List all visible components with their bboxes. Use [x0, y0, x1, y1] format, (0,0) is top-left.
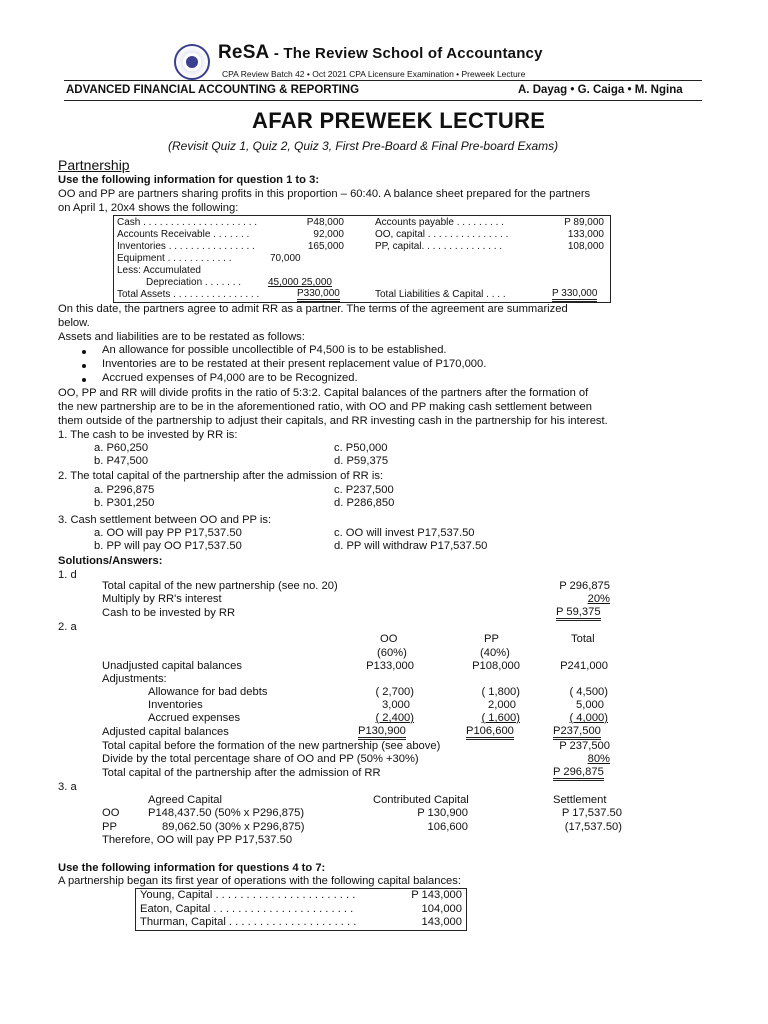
- q3-choice-c: c. OO will invest P17,537.50: [334, 527, 475, 539]
- q1-3-bullet-3: Accrued expenses of P4,000 are to be Recognized.: [102, 372, 358, 384]
- oo-agreed: P148,437.50 (50% x P296,875): [148, 807, 305, 819]
- bs-total-assets-label: Total Assets . . . . . . . . . . . . . . . .: [117, 289, 260, 300]
- q1-3-bullet-1: An allowance for possible uncollectible of P4,500 is to be established.: [102, 344, 447, 356]
- head-agreed: Agreed Capital: [148, 794, 223, 806]
- row-accrued-total: ( 4,000): [569, 712, 608, 724]
- q2-choice-a: a. P296,875: [94, 484, 155, 496]
- q1-3-para-2: below.: [58, 317, 90, 329]
- q1-3-para-3: Assets and liabilities are to be restated as follows:: [58, 331, 305, 343]
- row-adjusted: Adjusted capital balances: [102, 726, 229, 738]
- q3-choice-d: d. PP will withdraw P17,537.50: [334, 540, 488, 552]
- s1-line-1: Total capital of the new partnership (see no. 20): [102, 580, 338, 592]
- question-1: 1. The cash to be invested by RR is:: [58, 429, 238, 441]
- row-total-before-value: P 237,500: [559, 740, 610, 752]
- row-divide-value: 80%: [587, 753, 610, 765]
- bs-depreciation-label: Depreciation . . . . . . .: [146, 277, 242, 288]
- question-2: 2. The total capital of the partnership after the admission of RR is:: [58, 470, 384, 482]
- bs-depreciation-value: 45,000 25,000: [268, 277, 332, 288]
- s1-value-1: P 296,875: [559, 580, 610, 592]
- bs-total-assets-value: P330,000: [297, 289, 340, 302]
- capital-row-value: P 143,000: [411, 889, 462, 901]
- oo-name: OO: [102, 807, 120, 819]
- row-total-after: Total capital of the partnership after the admission of RR: [102, 767, 381, 779]
- q1-3-bullet-2: Inventories are to be restated at their present replacement value of P170,000.: [102, 358, 487, 370]
- capital-row-value: 104,000: [421, 903, 462, 915]
- head-contributed: Contributed Capital: [373, 794, 469, 806]
- therefore-line: Therefore, OO will pay PP P17,537.50: [102, 834, 293, 846]
- pp-agreed: 89,062.50 (30% x P296,875): [162, 821, 305, 833]
- bullet-icon: [82, 364, 86, 368]
- bullet-icon: [82, 378, 86, 382]
- bs-inventories-value: 165,000: [307, 241, 344, 252]
- row-divide: Divide by the total percentage share of OO and PP (50% +30%): [102, 753, 419, 765]
- bs-ap-value: P 89,000: [564, 217, 604, 228]
- s1-value-3: P 59,375: [556, 607, 601, 621]
- row-adjustments: Adjustments:: [102, 673, 167, 685]
- row-bad-debts: Allowance for bad debts: [148, 686, 268, 698]
- pp-contributed: 106,600: [427, 821, 468, 833]
- s1-line-2: Multiply by RR's interest: [102, 593, 222, 605]
- row-adjusted-total: P237,500: [553, 726, 601, 740]
- brand-subline: CPA Review Batch 42 • Oct 2021 CPA Licensure Examination • Preweek Lecture: [222, 69, 526, 79]
- section-heading: Partnership: [58, 157, 130, 173]
- brand-full-name: - The Review School of Accountancy: [269, 45, 543, 62]
- oo-contributed: P 130,900: [417, 807, 468, 819]
- row-bad-debts-oo: ( 2,700): [375, 686, 414, 698]
- capital-row-value: 143,000: [421, 916, 462, 928]
- q1-choice-d: d. P59,375: [334, 455, 389, 467]
- q1-3-para-4: OO, PP and RR will divide profits in the ratio of 5:3:2. Capital balances of the partners after the formation of: [58, 387, 589, 399]
- row-adjusted-oo: P130,900: [358, 726, 406, 740]
- row-accrued-oo: ( 2,400): [375, 712, 414, 724]
- bs-cash-value: P48,000: [306, 217, 344, 228]
- row-unadjusted-oo: P133,000: [366, 660, 414, 672]
- solutions-heading: Solutions/Answers:: [58, 555, 163, 567]
- bs-ar-label: Accounts Receivable . . . . . . .: [117, 229, 250, 240]
- answer-1: 1. d: [58, 569, 77, 581]
- bs-total-liab-value: P 330,000: [552, 289, 597, 302]
- subject-label: ADVANCED FINANCIAL ACCOUNTING & REPORTING: [66, 84, 360, 96]
- row-inventories-oo: 3,000: [382, 699, 410, 711]
- answer-3: 3. a: [58, 781, 77, 793]
- row-unadjusted: Unadjusted capital balances: [102, 660, 242, 672]
- page-subtitle: (Revisit Quiz 1, Quiz 2, Quiz 3, First Pre-Board & Final Pre-board Exams): [168, 139, 559, 153]
- head-settlement: Settlement: [553, 794, 607, 806]
- brand-resa: ReSA: [218, 42, 270, 63]
- pp-name: PP: [102, 821, 117, 833]
- bs-pp-capital-label: PP, capital. . . . . . . . . . . . . . .: [375, 241, 503, 252]
- row-accrued-pp: ( 1,600): [481, 712, 520, 724]
- s1-line-3: Cash to be invested by RR: [102, 607, 236, 619]
- bs-ar-value: 92,000: [313, 229, 344, 240]
- q1-3-intro-2: on April 1, 20x4 shows the following:: [58, 202, 239, 214]
- capital-row-label: Young, Capital . . . . . . . . . . . . . . . . . . . . . . .: [140, 889, 356, 901]
- q1-3-para-6: them outside of the partnership to adjust their capitals, and RR investing cash in the partnership for his interest.: [58, 415, 608, 427]
- q3-choice-a: a. OO will pay PP P17,537.50: [94, 527, 242, 539]
- q3-choice-b: b. PP will pay OO P17,537.50: [94, 540, 242, 552]
- bs-inventories-label: Inventories . . . . . . . . . . . . . . . .: [117, 241, 255, 252]
- row-inventories-pp: 2,000: [488, 699, 516, 711]
- row-unadjusted-total: P241,000: [560, 660, 608, 672]
- answer-2: 2. a: [58, 621, 77, 633]
- bs-ap-label: Accounts payable . . . . . . . . .: [375, 217, 504, 228]
- row-accrued: Accrued expenses: [148, 712, 241, 724]
- q1-3-para-1: On this date, the partners agree to admit RR as a partner. The terms of the agreement are summarized: [58, 303, 568, 315]
- q1-3-heading: Use the following information for question 1 to 3:: [58, 174, 320, 186]
- row-inventories-total: 5,000: [576, 699, 604, 711]
- pp-settlement: (17,537.50): [564, 821, 622, 833]
- row-adjusted-pp: P106,600: [466, 726, 514, 740]
- q2-choice-b: b. P301,250: [94, 497, 155, 509]
- row-total-after-value: P 296,875: [553, 767, 604, 781]
- q2-choice-c: c. P237,500: [334, 484, 394, 496]
- col-oo-pct: (60%): [377, 647, 407, 659]
- col-total: Total: [571, 633, 595, 645]
- header-rule-top: [64, 80, 702, 81]
- row-bad-debts-total: ( 4,500): [569, 686, 608, 698]
- q1-3-para-5: the new partnership are to be in the aforementioned ratio, with OO and PP making cash settlement between: [58, 401, 592, 413]
- resa-logo: [174, 44, 210, 80]
- header-rule-bottom: [64, 100, 702, 101]
- q4-7-heading: Use the following information for questions 4 to 7:: [58, 862, 326, 874]
- q1-choice-b: b. P47,500: [94, 455, 149, 467]
- bs-oo-capital-label: OO, capital . . . . . . . . . . . . . . .: [375, 229, 509, 240]
- q4-7-intro: A partnership began its first year of operations with the following capital balances:: [58, 875, 461, 887]
- bullet-icon: [82, 350, 86, 354]
- s1-value-2: 20%: [587, 593, 610, 605]
- q1-choice-c: c. P50,000: [334, 442, 388, 454]
- col-oo: OO: [380, 633, 398, 645]
- question-3: 3. Cash settlement between OO and PP is:: [58, 514, 272, 526]
- bs-equipment-label: Equipment . . . . . . . . . . . .: [117, 253, 232, 264]
- oo-settlement: P 17,537.50: [561, 807, 622, 819]
- brand-title: [218, 42, 543, 63]
- col-pp-pct: (40%): [480, 647, 510, 659]
- bs-equipment-value: 70,000: [270, 253, 301, 264]
- bs-cash-label: Cash . . . . . . . . . . . . . . . . . . . . .: [117, 217, 258, 228]
- q1-choice-a: a. P60,250: [94, 442, 149, 454]
- capital-row-label: Thurman, Capital . . . . . . . . . . . . . . . . . . . . .: [140, 916, 357, 928]
- bs-total-liab-label: Total Liabilities & Capital . . . .: [375, 289, 506, 300]
- q2-choice-d: d. P286,850: [334, 497, 395, 509]
- q1-3-intro-1: OO and PP are partners sharing profits in this proportion – 60:40. A balance sheet prepared for the partners: [58, 188, 591, 200]
- page-title: AFAR PREWEEK LECTURE: [252, 108, 546, 133]
- bs-pp-capital-value: 108,000: [567, 241, 604, 252]
- row-unadjusted-pp: P108,000: [472, 660, 520, 672]
- bs-less-label: Less: Accumulated: [117, 265, 201, 276]
- col-pp: PP: [484, 633, 499, 645]
- capital-row-label: Eaton, Capital . . . . . . . . . . . . . . . . . . . . . . .: [140, 903, 354, 915]
- row-inventories: Inventories: [148, 699, 203, 711]
- row-total-before: Total capital before the formation of the new partnership (see above): [102, 740, 441, 752]
- bs-oo-capital-value: 133,000: [567, 229, 604, 240]
- row-bad-debts-pp: ( 1,800): [481, 686, 520, 698]
- authors-label: A. Dayag • G. Caiga • M. Ngina: [518, 84, 683, 96]
